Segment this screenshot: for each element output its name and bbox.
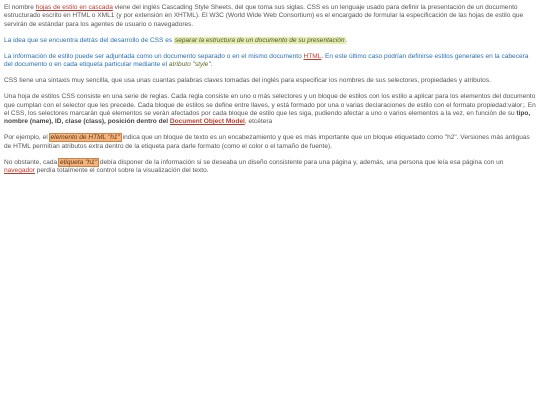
text: . [210,61,213,69]
text: . [345,36,348,44]
paragraph-sintaxis [4,77,536,85]
text: perdía totalmente el control sobre la visualización del texto. [34,167,209,175]
link-dom[interactable]: Document Object Model [169,118,245,126]
highlight-h1-element: elemento de HTML "h1" [50,134,120,142]
text: viene del inglés Cascading Style Sheets, del que toma sus siglas. CSS es un lenguaje usado para definir la presentación de un documento estructurado escrito en HTML o XML1 (y por extensión en XHTML). El W3C (World Wide Web Consortium) es el encargado de formular la especificación de las hojas de estilo que servirán de estándar para los agentes de usuario o navegadores. [4,4,524,28]
text: Por ejemplo, el [4,134,50,142]
bold-selectores: tipo, nombre (name), ID, clase (class), posición dentro del [4,110,531,126]
link-html[interactable]: HTML [303,52,322,60]
highlight-separar: separar la estructura de un documento de su presentación [174,36,345,44]
text: La idea que se encuentra detrás del desarrollo de CSS es [4,36,174,44]
paragraph-ejemplo [4,134,536,151]
document-body [0,0,540,176]
paragraph-idea [4,37,536,45]
text: debía disponer de la información si se deseaba un diseño consistente para una página y, además, una persona que leía esa página con un [98,158,504,166]
text: CSS tiene una sintaxis muy sencilla, que usa unas cuantas palabras claves tomadas del inglés para especificar los nombres de sus selectores, propiedades y atributos. [4,77,491,85]
link-navegador[interactable]: navegador [4,167,35,175]
paragraph-no-obstante [4,159,536,176]
paragraph-reglas [4,93,536,127]
paragraph-informacion [4,53,536,70]
text: La información de estilo puede ser adjuntada como un documento separado o en el mismo documento [4,52,304,60]
text: El nombre [4,4,36,11]
paragraph-intro [4,4,536,29]
link-hojas-de-estilo[interactable]: hojas de estilo en cascada [35,4,113,11]
text: , etcétera [244,118,273,126]
text: No obstante, cada [4,158,59,166]
highlight-h1-tag: etiqueta "h1" [59,158,98,166]
atributo-style: atributo "style" [168,61,211,69]
text: indica que un bloque de texto es un encabezamiento y que es más importante que un bloque etiquetado como "h2". Versiones más antiguas de HTML permitían atributos extra dentro de la etiqueta para darle formato (como el color o el tamaño de fuente). [4,134,530,150]
text: Una hoja de estilos CSS consiste en una serie de reglas. Cada regla consiste en uno o más selectores y un bloque de estilos con los estilo a aplicar para los elementos del documento que cumplan con el selector que les precede. Cada bloque de estilos se define entre llaves, y está formado por una o varias declaraciones de estilo con el formato propiedad:valor;. En el CSS, los selectores marcarán qué elementos se verán afectados por cada bloque de estilo que les siga, pudiendo afectar a uno o varios elementos a la vez, en función de su [4,93,536,118]
text: . En este último caso podrían definirse estilos generales en la cabecera del documento o en cada etiqueta particular mediante el [4,52,529,69]
